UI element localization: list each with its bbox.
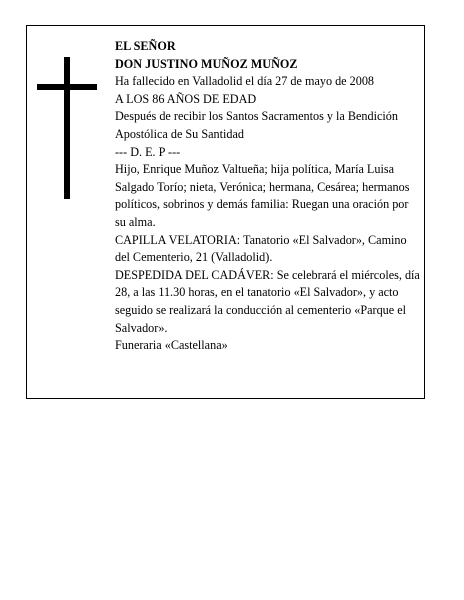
sacraments-statement: Después de recibir los Santos Sacramentos y la Bendición Apostólica de Su Santidad bbox=[115, 109, 398, 141]
wake-location: CAPILLA VELATORIA: Tanatorio «El Salvador», Camino del Cementerio, 21 (Valladolid). bbox=[115, 232, 407, 265]
funeral-home: Funeraria «Castellana» bbox=[115, 338, 228, 353]
cross-horizontal-bar bbox=[37, 84, 97, 90]
honorific-title: EL SEÑOR bbox=[115, 39, 176, 53]
death-statement: Ha fallecido en Valladolid el día 27 de mayo de 2008 bbox=[115, 74, 375, 89]
rip-line: --- D. E. P --- bbox=[115, 144, 181, 159]
cross-vertical-bar bbox=[64, 57, 70, 199]
deceased-name: DON JUSTINO MUÑOZ MUÑOZ bbox=[115, 56, 298, 71]
obituary-text bbox=[115, 38, 421, 355]
family-statement: Hijo, Enrique Muñoz Valtueña; hija política, María Luisa Salgado Torío; nieta, Verónica; hermana, Cesárea; hermanos políticos, sobrinos y demás familia: Ruegan una oración por su alma. bbox=[115, 162, 410, 229]
obituary-notice bbox=[26, 25, 425, 399]
cross-icon bbox=[37, 57, 97, 199]
farewell-details: DESPEDIDA DEL CADÁVER: Se celebrará el miércoles, día 28, a las 11.30 horas, en el tanatorio «El Salvador», y acto seguido se realizará la conducción al cementerio «Parque el Salvador». bbox=[115, 267, 420, 335]
age-statement: A LOS 86 AÑOS DE EDAD bbox=[115, 91, 257, 106]
